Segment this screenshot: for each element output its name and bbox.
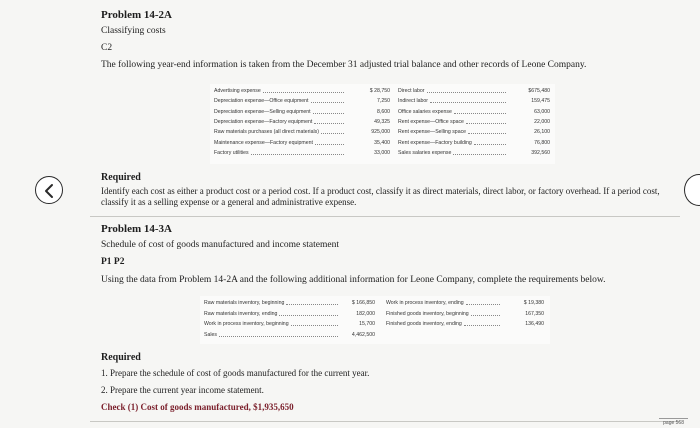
additional-info-table <box>200 296 550 344</box>
row-value: 8,600 <box>377 108 390 115</box>
problem-title: Problem 14-2A <box>101 9 172 21</box>
dot-leader <box>279 311 338 316</box>
dot-leader <box>314 119 344 124</box>
row-label: Office salaries expense <box>398 108 452 115</box>
trial-balance-table <box>210 84 555 164</box>
row-value: 392,560 <box>531 149 550 156</box>
row-value: $ 28,750 <box>369 88 390 94</box>
row-label: Rent expense—Office space <box>398 118 464 125</box>
dot-leader <box>464 321 500 326</box>
row-value: 26,100 <box>534 129 550 136</box>
dot-leader <box>286 300 338 305</box>
row-label: Work in process inventory, beginning <box>204 321 289 327</box>
problem-intro: The following year-end information is taken from the December 31 adjusted trial balance and other records of Leone Company. <box>101 60 587 70</box>
learning-objective-code: P1 P2 <box>101 257 125 267</box>
next-page-button[interactable] <box>684 174 700 206</box>
dot-leader <box>427 88 506 93</box>
requirement-1: 1. Prepare the schedule of cost of goods manufactured for the current year. <box>101 368 370 378</box>
row-value: $675,480 <box>528 88 550 94</box>
row-value: 925,000 <box>371 129 390 136</box>
row-label: Advertising expense <box>214 88 261 94</box>
row-label: Direct labor <box>398 88 425 94</box>
row-value: 4,462,500 <box>351 331 375 338</box>
dot-leader <box>454 109 506 114</box>
dot-leader <box>291 321 338 326</box>
row-label: Sales <box>204 331 217 338</box>
dot-leader <box>468 129 506 134</box>
dot-leader <box>453 150 506 155</box>
row-value: 7,250 <box>377 98 390 105</box>
dot-leader <box>471 311 500 316</box>
requirement-2: 2. Prepare the current year income statement. <box>101 385 264 395</box>
row-label: Depreciation expense—Office equipment <box>214 98 309 105</box>
check-answer: Check (1) Cost of goods manufactured, $1,935,650 <box>101 402 294 412</box>
row-label: Work in process inventory, ending <box>386 300 464 306</box>
row-value: 167,350 <box>525 310 544 317</box>
row-value: $ 166,850 <box>351 300 375 306</box>
row-value: 22,000 <box>534 118 550 125</box>
row-label: Depreciation expense—Factory equipment <box>214 118 313 125</box>
row-value: 15,700 <box>359 321 375 327</box>
row-value: 35,400 <box>374 139 390 146</box>
row-label: Rent expense—Factory building <box>398 139 472 146</box>
dot-leader <box>311 98 344 103</box>
row-label: Finished goods inventory, ending <box>386 321 462 327</box>
row-label: Sales salaries expense <box>398 149 452 156</box>
dot-leader <box>315 140 344 145</box>
row-value: 33,000 <box>374 149 390 156</box>
dot-leader <box>251 150 344 155</box>
row-label: Indirect labor <box>398 98 428 105</box>
divider <box>90 421 680 422</box>
row-value: 76,800 <box>534 139 550 146</box>
chevron-right-icon <box>685 175 700 207</box>
row-value: 182,000 <box>356 310 375 317</box>
problem-title: Problem 14-3A <box>101 223 172 235</box>
row-value: 49,325 <box>374 118 390 125</box>
row-label: Raw materials inventory, ending <box>204 310 278 317</box>
page-number: page 568 <box>659 418 688 426</box>
problem-subtitle: Schedule of cost of goods manufactured and income statement <box>101 240 339 250</box>
row-value: 159,475 <box>531 98 550 105</box>
dot-leader <box>321 129 344 134</box>
learning-objective-code: C2 <box>101 43 113 53</box>
required-text: Identify each cost as either a product cost or a period cost. If a product cost, classify it as direct materials, direct labor, or factory overhead. If a period cost, classify it as a selling expense or a general and administrative expense. <box>101 186 660 207</box>
row-value: $ 19,380 <box>523 300 544 306</box>
row-value: 136,490 <box>525 321 544 327</box>
dot-leader <box>219 332 338 337</box>
row-label: Maintenance expense—Factory equipment <box>214 139 313 146</box>
dot-leader <box>474 140 506 145</box>
dot-leader <box>430 98 506 103</box>
previous-page-button[interactable] <box>35 176 63 204</box>
problem-intro: Using the data from Problem 14-2A and the following additional information for Leone Company, complete the requirements below. <box>101 275 606 285</box>
chevron-left-icon <box>36 177 64 205</box>
dot-leader <box>313 109 344 114</box>
row-label: Rent expense—Selling space <box>398 129 467 136</box>
row-value: 63,000 <box>534 108 550 115</box>
dot-leader <box>466 119 506 124</box>
row-label: Raw materials inventory, beginning <box>204 300 285 306</box>
required-heading: Required <box>101 172 141 183</box>
row-label: Depreciation expense—Selling equipment <box>214 108 311 115</box>
dot-leader <box>466 300 500 305</box>
row-label: Factory utilities <box>214 149 249 156</box>
row-label: Raw materials purchases (all direct materials) <box>214 129 319 136</box>
required-heading: Required <box>101 352 141 363</box>
dot-leader <box>263 88 344 93</box>
problem-subtitle: Classifying costs <box>101 26 166 36</box>
divider <box>90 216 680 217</box>
row-label: Finished goods inventory, beginning <box>386 310 469 317</box>
